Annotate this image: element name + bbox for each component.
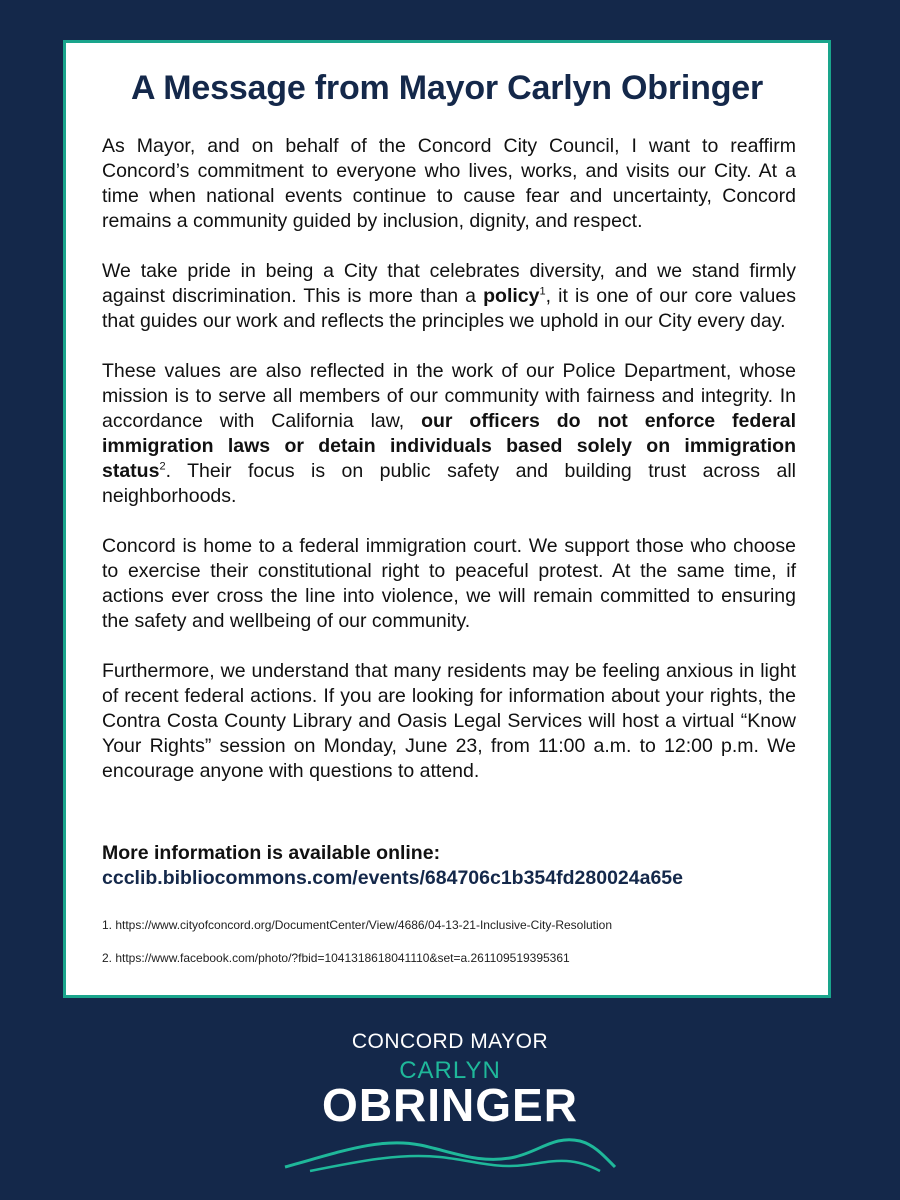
logo-line-last-name: OBRINGER xyxy=(322,1079,578,1131)
immigration-statement: our officers do not enforce federal immigration laws or detain individuals based solely on immigration status xyxy=(102,410,796,482)
message-body xyxy=(102,134,796,809)
paragraph-3 xyxy=(102,359,796,509)
more-info-label: More information is available online: xyxy=(102,842,441,864)
policy-term: policy xyxy=(483,285,540,307)
paragraph-2 xyxy=(102,259,796,334)
footnotes xyxy=(102,917,612,983)
paragraph-4: Concord is home to a federal immigration court. We support those who choose to exercise their constitutional right to peaceful protest. At the same time, if actions ever cross the line into violence, we will remain committed to ensuring the safety and wellbeing of our community. xyxy=(102,535,796,632)
paragraph-1: As Mayor, and on behalf of the Concord City Council, I want to reaffirm Concord’s commitment to everyone who lives, works, and visits our City. At a time when national events continue to cause fear and uncertainty, Concord remains a community guided by inclusion, dignity, and respect. xyxy=(102,135,796,232)
paragraph-3-text-a: These values are also reflected in the work of our Police Department, whose mission is to serve all members of our community with fairness and integrity. In accordance with California law, xyxy=(102,360,796,432)
footnote-ref-2: 2 xyxy=(159,460,166,473)
footnote-ref-1: 1 xyxy=(539,285,546,298)
footnote-1[interactable]: 1. https://www.cityofconcord.org/DocumentCenter/View/4686/04-13-21-Inclusive-City-Resolution xyxy=(102,918,613,932)
mountain-logo-icon xyxy=(280,1127,620,1177)
paragraph-3-text-b: . Their focus is on public safety and building trust across all neighborhoods. xyxy=(102,460,796,507)
logo-line-first-name: CARLYN xyxy=(399,1057,501,1084)
campaign-logo xyxy=(0,1030,900,1177)
paragraph-2-text-b: , it is one of our core values that guides our work and reflects the principles we uphold in our City every day. xyxy=(102,285,796,332)
message-card xyxy=(63,40,831,998)
logo-line-concord-mayor: CONCORD MAYOR xyxy=(351,1030,549,1053)
footnote-2[interactable]: 2. https://www.facebook.com/photo/?fbid=1041318618041110&set=a.261109519395361 xyxy=(102,951,570,965)
more-info xyxy=(102,841,683,891)
events-link[interactable]: ccclib.bibliocommons.com/events/684706c1b354fd280024a65e xyxy=(102,867,683,889)
page-title: A Message from Mayor Carlyn Obringer xyxy=(130,69,764,107)
paragraph-2-text-a: We take pride in being a City that celebrates diversity, and we stand firmly against discrimination. This is more than a xyxy=(102,260,796,307)
paragraph-5: Furthermore, we understand that many residents may be feeling anxious in light of recent federal actions. If you are looking for information about your rights, the Contra Costa County Library and Oasis Legal Services will host a virtual “Know Your Rights” session on Monday, June 23, from 11:00 a.m. to 12:00 p.m. We encourage anyone with questions to attend. xyxy=(102,660,796,782)
